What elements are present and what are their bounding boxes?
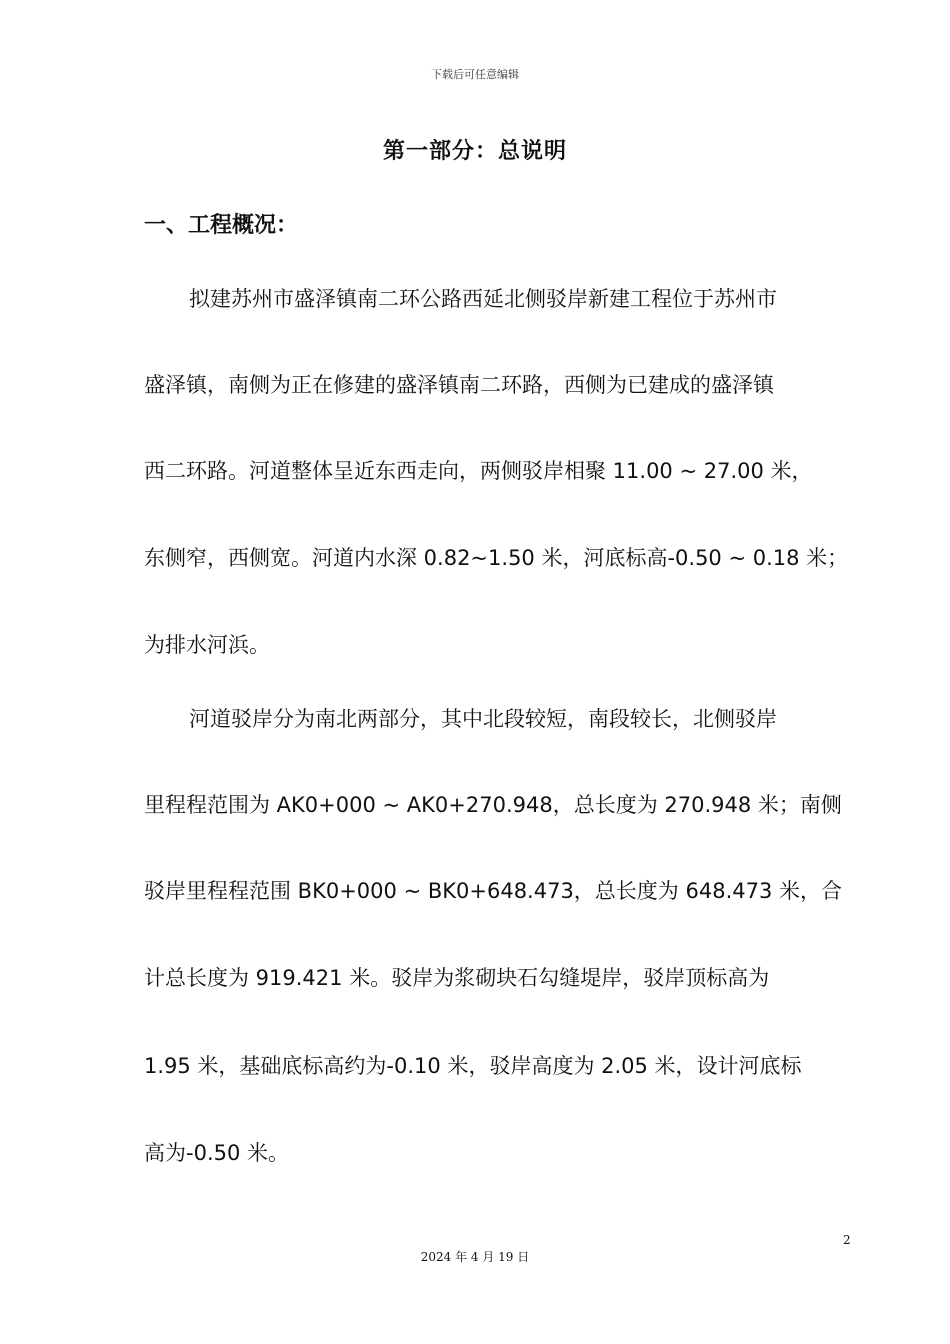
- paragraph-1-line-3: 西二环路。河道整体呈近东西走向，两侧驳岸相聚 11.00 ~ 27.00 米，: [144, 459, 813, 483]
- section-heading: 一、工程概况：: [144, 213, 299, 238]
- document-title: 第一部分：总说明: [382, 139, 567, 164]
- paragraph-2-line-2: 里程程范围为 AK0+000 ~ AK0+270.948，总长度为 270.948 米；南侧: [144, 793, 842, 817]
- paragraph-2-line-3: 驳岸里程程范围 BK0+000 ~ BK0+648.473，总长度为 648.473 米，合: [144, 879, 843, 903]
- footer-date: 2024 年 4 月 19 日: [420, 1250, 530, 1264]
- paragraph-2-line-6: 高为-0.50 米。: [144, 1141, 290, 1165]
- paragraph-1-line-5: 为排水河浜。: [144, 633, 270, 657]
- page-number: 2: [843, 1233, 851, 1247]
- paragraph-1-line-1: 拟建苏州市盛泽镇南二环公路西延北侧驳岸新建工程位于苏州市: [189, 287, 777, 311]
- page-header: 下载后可任意编辑: [431, 68, 519, 81]
- paragraph-2-line-5: 1.95 米，基础底标高约为-0.10 米，驳岸高度为 2.05 米，设计河底标: [144, 1054, 802, 1078]
- paragraph-2-line-1: 河道驳岸分为南北两部分，其中北段较短，南段较长，北侧驳岸: [189, 707, 777, 731]
- paragraph-2-line-4: 计总长度为 919.421 米。驳岸为浆砌块石勾缝堤岸，驳岸顶标高为: [144, 966, 770, 990]
- paragraph-1-line-2: 盛泽镇，南侧为正在修建的盛泽镇南二环路，西侧为已建成的盛泽镇: [144, 373, 774, 397]
- paragraph-1-line-4: 东侧窄，西侧宽。河道内水深 0.82~1.50 米，河底标高-0.50 ~ 0.18 米；: [144, 546, 849, 570]
